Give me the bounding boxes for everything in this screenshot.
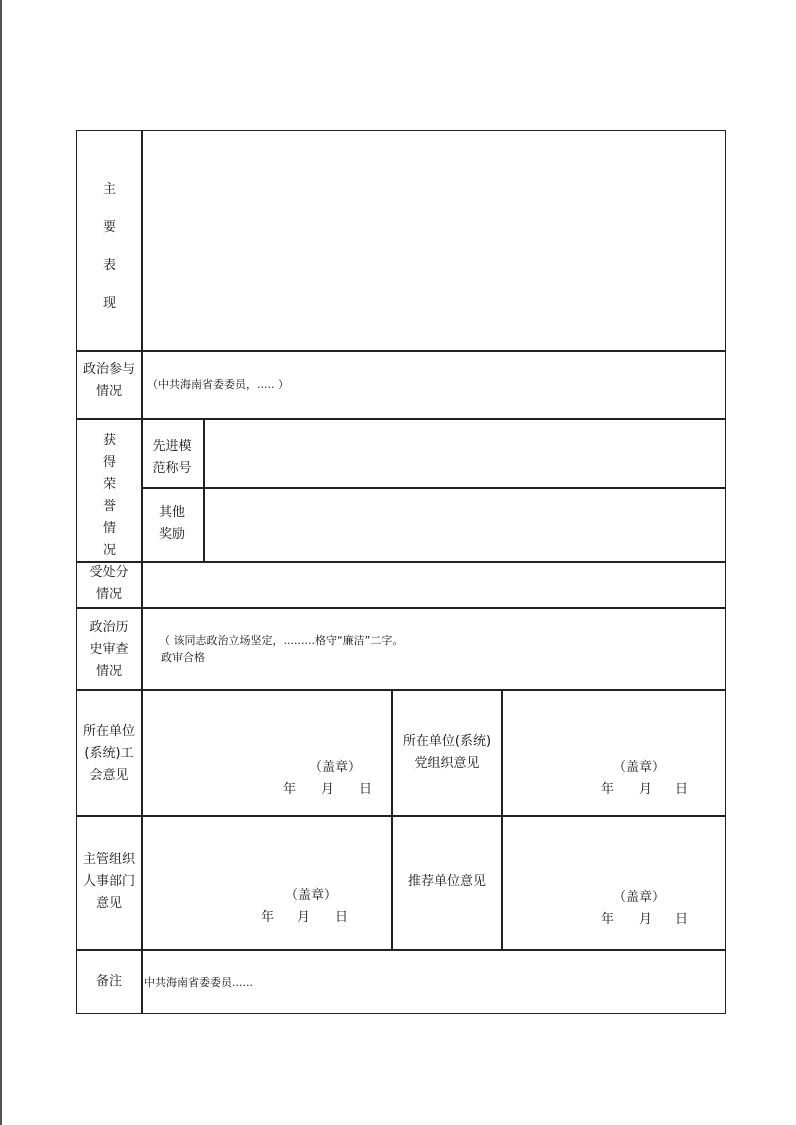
hr-opinion-label: 人事部门	[82, 874, 135, 889]
form-table	[76, 130, 726, 1014]
remarks-label: 备注	[95, 974, 122, 989]
political-review-label: 政治历	[89, 620, 129, 635]
political-participation-content[interactable]: （中共海南省委委员，..... ）	[147, 378, 289, 391]
political-participation-label: 政治参与	[82, 362, 135, 377]
union-date-year: 年	[283, 782, 297, 797]
hr-date-day: 日	[335, 910, 349, 925]
union-date-month: 月	[321, 782, 335, 797]
recommend-date-year: 年	[601, 912, 615, 927]
honors-label-char: 况	[103, 543, 117, 558]
row-divider	[77, 350, 725, 352]
union-opinion-label: 会意见	[89, 768, 129, 783]
other-awards-label: 奖励	[158, 527, 185, 542]
row-divider	[77, 815, 725, 817]
union-opinion-label: (系统)工	[84, 746, 134, 761]
party-opinion-label: 党组织意见	[414, 756, 480, 771]
party-seal: （盖章）	[613, 760, 666, 775]
remarks-content[interactable]: 中共海南省委委员......	[144, 976, 253, 989]
advanced-model-label: 先进模	[152, 439, 192, 454]
scan-edge	[0, 0, 2, 1125]
other-awards-label: 其他	[158, 505, 185, 520]
main-performance-label-char: 要	[103, 220, 117, 235]
opinion-divider	[391, 689, 393, 949]
political-review-content[interactable]: （ 该同志政治立场坚定，.........格守“廉洁”二字。	[159, 634, 404, 647]
hr-date-year: 年	[261, 910, 275, 925]
advanced-model-label: 范称号	[152, 461, 192, 476]
recommend-opinion-label: 推荐单位意见	[407, 874, 486, 889]
political-review-label: 情况	[95, 664, 122, 679]
honors-label-char: 情	[103, 521, 117, 536]
hr-opinion-label: 意见	[95, 896, 122, 911]
row-divider	[77, 607, 725, 609]
honors-label-char: 得	[103, 455, 117, 470]
honors-label-char: 荣	[103, 477, 117, 492]
union-seal: （盖章）	[309, 760, 362, 775]
union-opinion-label: 所在单位	[82, 724, 135, 739]
disciplinary-label: 受处分	[89, 565, 129, 580]
party-opinion-label: 所在单位(系统)	[402, 734, 492, 749]
row-divider	[77, 949, 725, 951]
union-date-day: 日	[359, 782, 373, 797]
party-date-year: 年	[601, 782, 615, 797]
party-date-month: 月	[639, 782, 653, 797]
party-date-day: 日	[675, 782, 689, 797]
recommend-date-day: 日	[675, 912, 689, 927]
main-performance-label-char: 现	[103, 296, 117, 311]
disciplinary-field[interactable]	[143, 563, 725, 607]
recommend-seal: （盖章）	[613, 890, 666, 905]
row-divider	[77, 689, 725, 691]
hr-seal: （盖章）	[285, 888, 338, 903]
political-participation-label: 情况	[95, 384, 122, 399]
main-performance-label-char: 表	[103, 258, 117, 273]
other-awards-field[interactable]	[205, 489, 725, 561]
disciplinary-label: 情况	[95, 587, 122, 602]
hr-opinion-label: 主管组织	[82, 852, 135, 867]
honors-label-char: 誉	[103, 499, 117, 514]
political-review-label: 史审查	[89, 642, 129, 657]
opinion-divider	[501, 689, 503, 949]
main-performance-field[interactable]	[143, 131, 725, 349]
honors-label-char: 获	[103, 433, 117, 448]
hr-date-month: 月	[297, 910, 311, 925]
recommend-date-month: 月	[639, 912, 653, 927]
political-review-content[interactable]: 政审合格	[161, 651, 205, 664]
advanced-model-field[interactable]	[205, 420, 725, 486]
main-performance-label-char: 主	[103, 182, 117, 197]
